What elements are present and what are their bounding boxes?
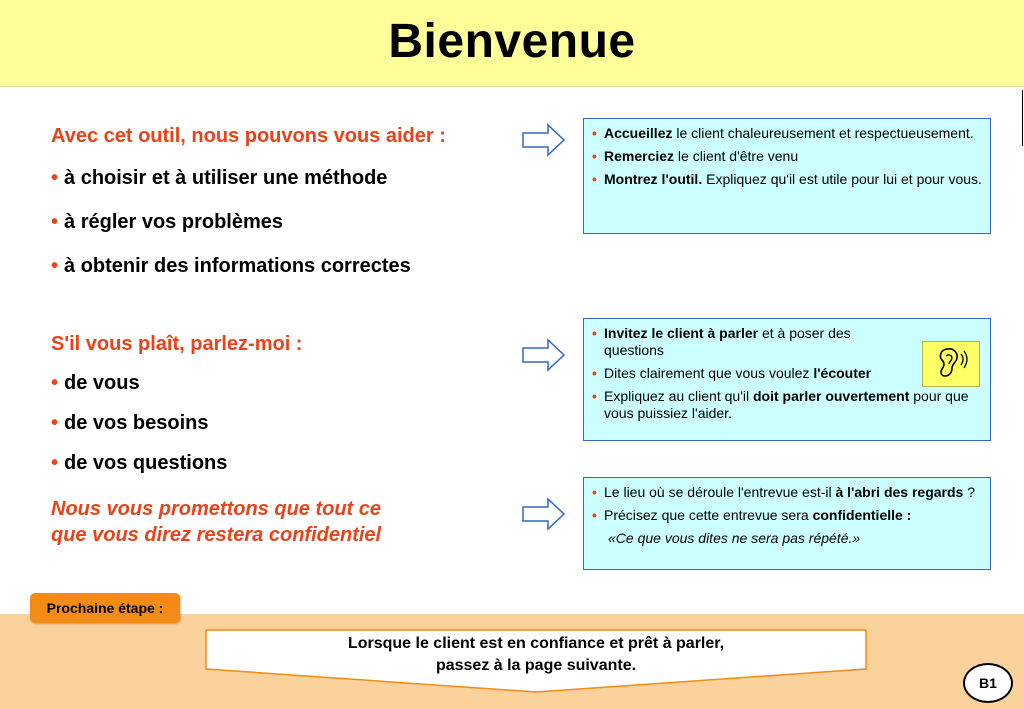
tip-bold: Remerciez [604,148,675,164]
list-item: • Précisez que cette entrevue sera confidentielle : [592,507,912,523]
tip-text: Expliquez au client qu'il [604,388,753,404]
instruction-line: passez à la page suivante. [435,657,637,674]
next-step-button[interactable]: Prochaine étape : [30,593,180,623]
list-item: • Accueillez le client chaleureusement et respectueusement. [592,125,974,141]
promise-line: que vous direz restera confidentiel [51,524,382,546]
list-item [51,412,209,435]
tip-bold: Accueillez [604,125,673,141]
tip-bold: l'écouter [813,365,872,381]
list-item: • Invitez le client à parler et à poser des questions [592,325,851,358]
edge-divider [1022,90,1023,146]
list-item-text: à obtenir des informations correctes [64,255,411,277]
welcome-tips-panel [583,118,991,234]
list-item: • Remerciez le client d'être venu [592,148,799,164]
bullet-icon: • [51,452,59,474]
quote-text: «Ce que vous dites ne sera pas répété.» [608,530,861,546]
list-item [51,211,283,234]
list-item-text: de vos besoins [64,412,209,434]
list-item-text: de vous [64,372,140,394]
bullet-icon: • [51,211,59,233]
list-item-text: à régler vos problèmes [64,211,283,233]
listening-tips-panel [583,318,991,441]
tip-text: et à poser des questions [604,325,851,358]
list-item [51,452,227,475]
arrow-right-icon [522,497,566,531]
bullet-icon: • [51,372,59,394]
list-item [51,255,411,278]
tip-text: pour que vous puissiez l'aider. [604,388,969,421]
tip-bold: à l'abri des regards [835,484,964,500]
tip-text: ? [963,484,976,500]
tip-text: Précisez que cette entrevue sera [604,507,813,523]
promise-line: Nous vous promettons que tout ce [51,498,382,520]
list-item: • Dites clairement que vous voulez l'écouter [592,365,872,381]
ear-icon [922,341,980,387]
tip-text: le client d'être venu [674,148,799,164]
list-item: • Expliquez au client qu'il doit parler ouvertement pour que vous puissiez l'aider. [592,388,969,421]
tip-text: Dites clairement que vous voulez [604,365,814,381]
list-item-text: de vos questions [64,452,228,474]
bullet-icon: • [51,412,59,434]
instruction-text [205,633,867,677]
section-help-title: Avec cet outil, nous pouvons vous aider : [51,125,446,147]
confidentiality-promise [51,496,471,548]
bullet-icon: • [51,255,59,277]
list-item: • Montrez l'outil. Expliquez qu'il est utile pour lui et pour vous. [592,171,982,187]
section-talk-title: S'il vous plaît, parlez-moi : [51,333,303,355]
list-item-text: à choisir et à utiliser une méthode [64,167,388,189]
bullet-icon: • [51,167,59,189]
tip-bold: doit parler ouvertement [752,388,910,404]
tip-bold: Invitez le client à parler [604,325,759,341]
page-id-badge[interactable]: B1 [963,663,1013,703]
confidentiality-tips-panel [583,477,991,570]
list-item [51,372,140,395]
tip-text: le client chaleureusement et respectueusement. [672,125,974,141]
tip-bold: confidentielle : [812,507,912,523]
instruction-line: Lorsque le client est en confiance et prêt à parler, [347,635,725,652]
list-item [51,167,387,190]
list-item: • Le lieu où se déroule l'entrevue est-il à l'abri des regards ? [592,484,976,500]
arrow-right-icon [522,338,566,372]
tip-bold: Montrez l'outil. [604,171,703,187]
header-bar [0,0,1024,87]
page-title: Bienvenue [388,15,636,68]
arrow-right-icon [522,123,566,157]
tip-text: Expliquez qu'il est utile pour lui et pour vous. [702,171,982,187]
tip-text: Le lieu où se déroule l'entrevue est-il [604,484,836,500]
